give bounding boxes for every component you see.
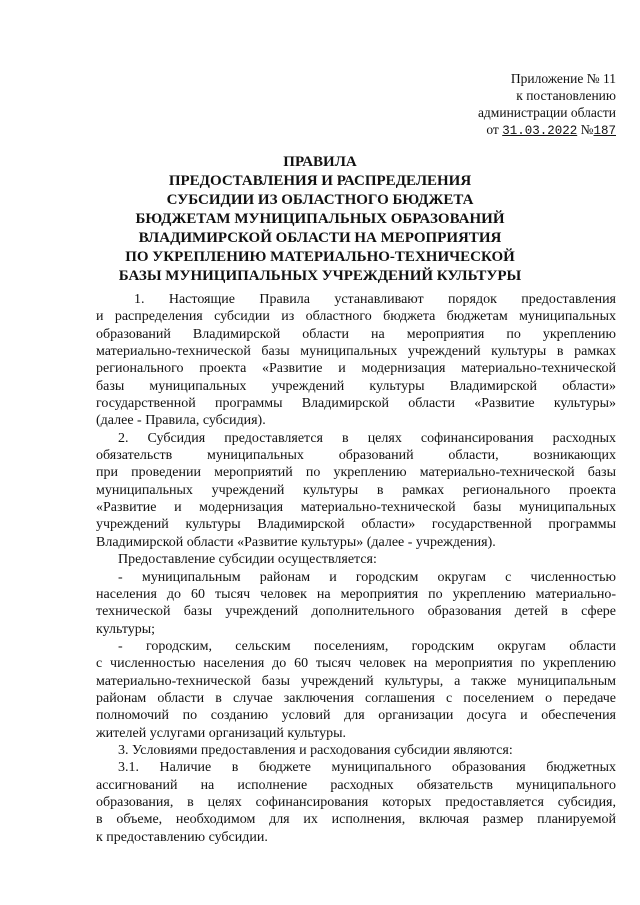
appendix-date-line (478, 121, 616, 140)
body-text-line: районам области в случае заключения соглашения с поселением о передаче (96, 690, 616, 706)
body-text-line: населения до 60 тысяч человек на мероприятия по укреплению материально- (96, 586, 616, 602)
appendix-number: Приложение № 11 (510, 71, 616, 86)
document-title (60, 153, 580, 286)
document-body (96, 291, 616, 846)
body-text-line: полномочий по созданию условий для организации досуга и обеспечения (96, 708, 616, 724)
body-text-line: с численностью населения до 60 тысяч человек на мероприятия по укреплению (96, 656, 616, 672)
body-text-line: материально-технической базы муниципальных учреждений культуры в рамках (96, 344, 616, 360)
body-text-line: ассигнований на исполнение расходных обязательств муниципального (96, 777, 616, 793)
body-text-line: 3. Условиями предоставления и расходования субсидии являются: (118, 742, 513, 758)
title-line: ПО УКРЕПЛЕНИЮ МАТЕРИАЛЬНО-ТЕХНИЧЕСКОЙ (125, 249, 515, 265)
body-text-line: обязательств муниципальных образований области, возникающих (96, 448, 616, 464)
body-text-line: материально-технической базы учреждений культуры, а также муниципальным (96, 673, 616, 689)
title-line: БАЗЫ МУНИЦИПАЛЬНЫХ УЧРЕЖДЕНИЙ КУЛЬТУРЫ (118, 268, 522, 284)
body-text-line: к предоставлению субсидии. (96, 829, 268, 845)
body-text-line: государственной программы Владимирской области «Развитие культуры» (96, 396, 616, 412)
appendix-date-prefix: от (486, 122, 499, 137)
body-text-line: 2. Субсидия предоставляется в целях софинансирования расходных (118, 430, 616, 446)
body-text-line: культуры; (96, 621, 156, 637)
body-text-line: при проведении мероприятий по укреплению материально-технической базы (96, 465, 616, 481)
appendix-ref-line: к постановлению (516, 88, 616, 103)
body-text-line: Предоставление субсидии осуществляется: (118, 552, 377, 568)
body-text-line: (далее - Правила, субсидия). (96, 413, 266, 429)
appendix-date: 31.03.2022 (502, 124, 578, 138)
appendix-header (478, 70, 616, 140)
body-text-line: - городским, сельским поселениям, городским округам области (118, 638, 616, 654)
title-line: ПРАВИЛА (283, 154, 357, 170)
body-text-line: технической базы учреждений дополнительного образования детей в сфере (96, 604, 616, 620)
body-text-line: регионального проекта «Развитие и модернизация материально-технической (96, 361, 616, 377)
body-text-line: образований Владимирской области на мероприятия по укреплению (96, 326, 616, 342)
body-text-line: и распределения субсидии из областного бюджета бюджетам муниципальных (96, 309, 616, 325)
appendix-number-sign: № (580, 122, 594, 137)
body-text-line: - муниципальным районам и городским округам с численностью (118, 569, 616, 585)
body-text-line: 3.1. Наличие в бюджете муниципального образования бюджетных (118, 760, 616, 776)
appendix-authority: администрации области (477, 105, 616, 120)
body-text-line: учреждений культуры Владимирской области» государственной программы (96, 517, 616, 533)
title-line: БЮДЖЕТАМ МУНИЦИПАЛЬНЫХ ОБРАЗОВАНИЙ (135, 211, 505, 227)
title-line: ПРЕДОСТАВЛЕНИЯ И РАСПРЕДЕЛЕНИЯ (168, 173, 472, 189)
body-text-line: жителей услугами организаций культуры. (96, 725, 347, 741)
title-line: ВЛАДИМИРСКОЙ ОБЛАСТИ НА МЕРОПРИЯТИЯ (138, 230, 502, 246)
body-text-line: Владимирской области «Развитие культуры» (далее - учреждения). (96, 534, 496, 550)
body-text-line: образования, в целях софинансирования которых предоставляется субсидия, (96, 794, 616, 810)
body-text-line: базы муниципальных учреждений культуры Владимирской области» (96, 378, 616, 394)
body-text-line: «Развитие и модернизация материально-технической базы муниципальных (96, 500, 616, 516)
body-text-line: муниципальных учреждений культуры в рамках регионального проекта (96, 482, 616, 498)
body-text-line: в объеме, необходимом для их исполнения, включая размер планируемой (96, 812, 616, 828)
title-line: СУБСИДИИ ИЗ ОБЛАСТНОГО БЮДЖЕТА (166, 192, 474, 208)
appendix-decree-number: 187 (593, 124, 616, 138)
body-text-line: 1. Настоящие Правила устанавливают порядок предоставления (134, 292, 616, 307)
